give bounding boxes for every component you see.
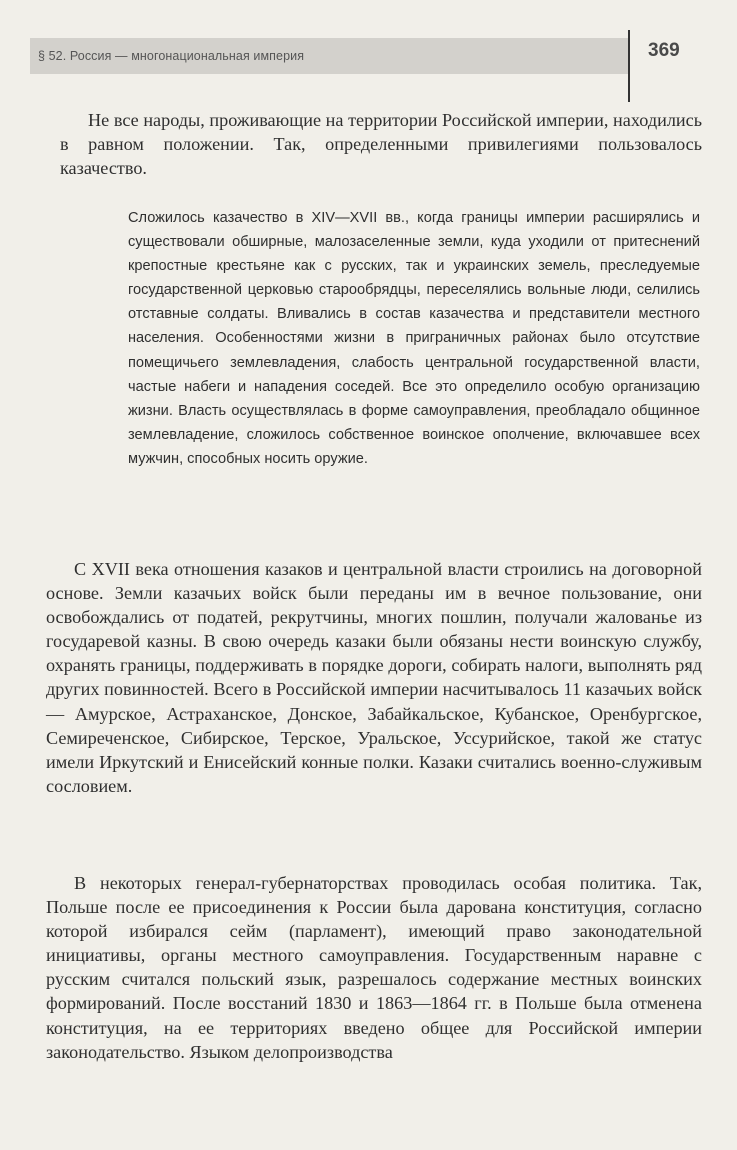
paragraph-poland-policy: В некоторых генерал-губернаторствах проводилась особая политика. Так, Польше после ее присоединения к России была дарована конституция, согласно которой избирался сейм (парламент), имеющий право законодательной инициативы, органы местного самоуправления. Государственным наравне с русским считался польский язык, разрешалось содержание местных воинских формирований. После восстаний 1830 и 1863—1864 гг. в Польше была отменена конституция, на ее территориях введено общее для Российской империи законодательство. Языком делопроизводства: [46, 873, 702, 1062]
header-divider: [628, 30, 630, 102]
section-title: § 52. Россия — многонациональная империя: [38, 49, 305, 63]
page-number: 369: [648, 40, 680, 61]
paragraph-intro: Не все народы, проживающие на территории Российской империи, находились в равном положении. Так, определенными привилегиями пользовалось казачество.: [60, 110, 702, 179]
paragraph-cossack-sidebar: Сложилось казачество в XIV—XVII вв., когда границы империи расширялись и существовали обширные, малозаселенные земли, куда уходили от притеснений крепостные крестьяне как с русских, так и украинских земель, преследуемые государственной церковью старообрядцы, переселялись вольные люди, селились отставные солдаты. Вливались в состав казачества и представители местного населения. Особенностями жизни в приграничных районах было отсутствие помещичьего землевладения, слабость центральной государственной власти, частые набеги и нападения соседей. Все это определило особую организацию жизни. Власть осуществлялась в форме самоуправления, преобладало общинное землевладение, сложилось собственное воинское ополчение, включавшее всех мужчин, способных носить оружие.: [128, 210, 700, 467]
paragraph-cossack-relations: С XVII века отношения казаков и центральной власти строились на договорной основе. Земли казачьих войск были переданы им в вечное пользование, они освобождались от податей, рекрутчины, многих пошлин, получали жалованье из государевой казны. В свою очередь казаки были обязаны нести воинскую службу, охранять границы, поддерживать в порядке дороги, собирать налоги, выполнять ряд других повинностей. Всего в Российской империи насчитывалось 11 казачьих войск — Амурское, Астраханское, Донское, Забайкальское, Кубанское, Оренбургское, Семиреченское, Сибирское, Терское, Уральское, Уссурийское, такой же статус имели Иркутский и Енисейский конные полки. Казаки считались военно-служивым сословием.: [46, 559, 702, 796]
running-header: [30, 38, 628, 74]
